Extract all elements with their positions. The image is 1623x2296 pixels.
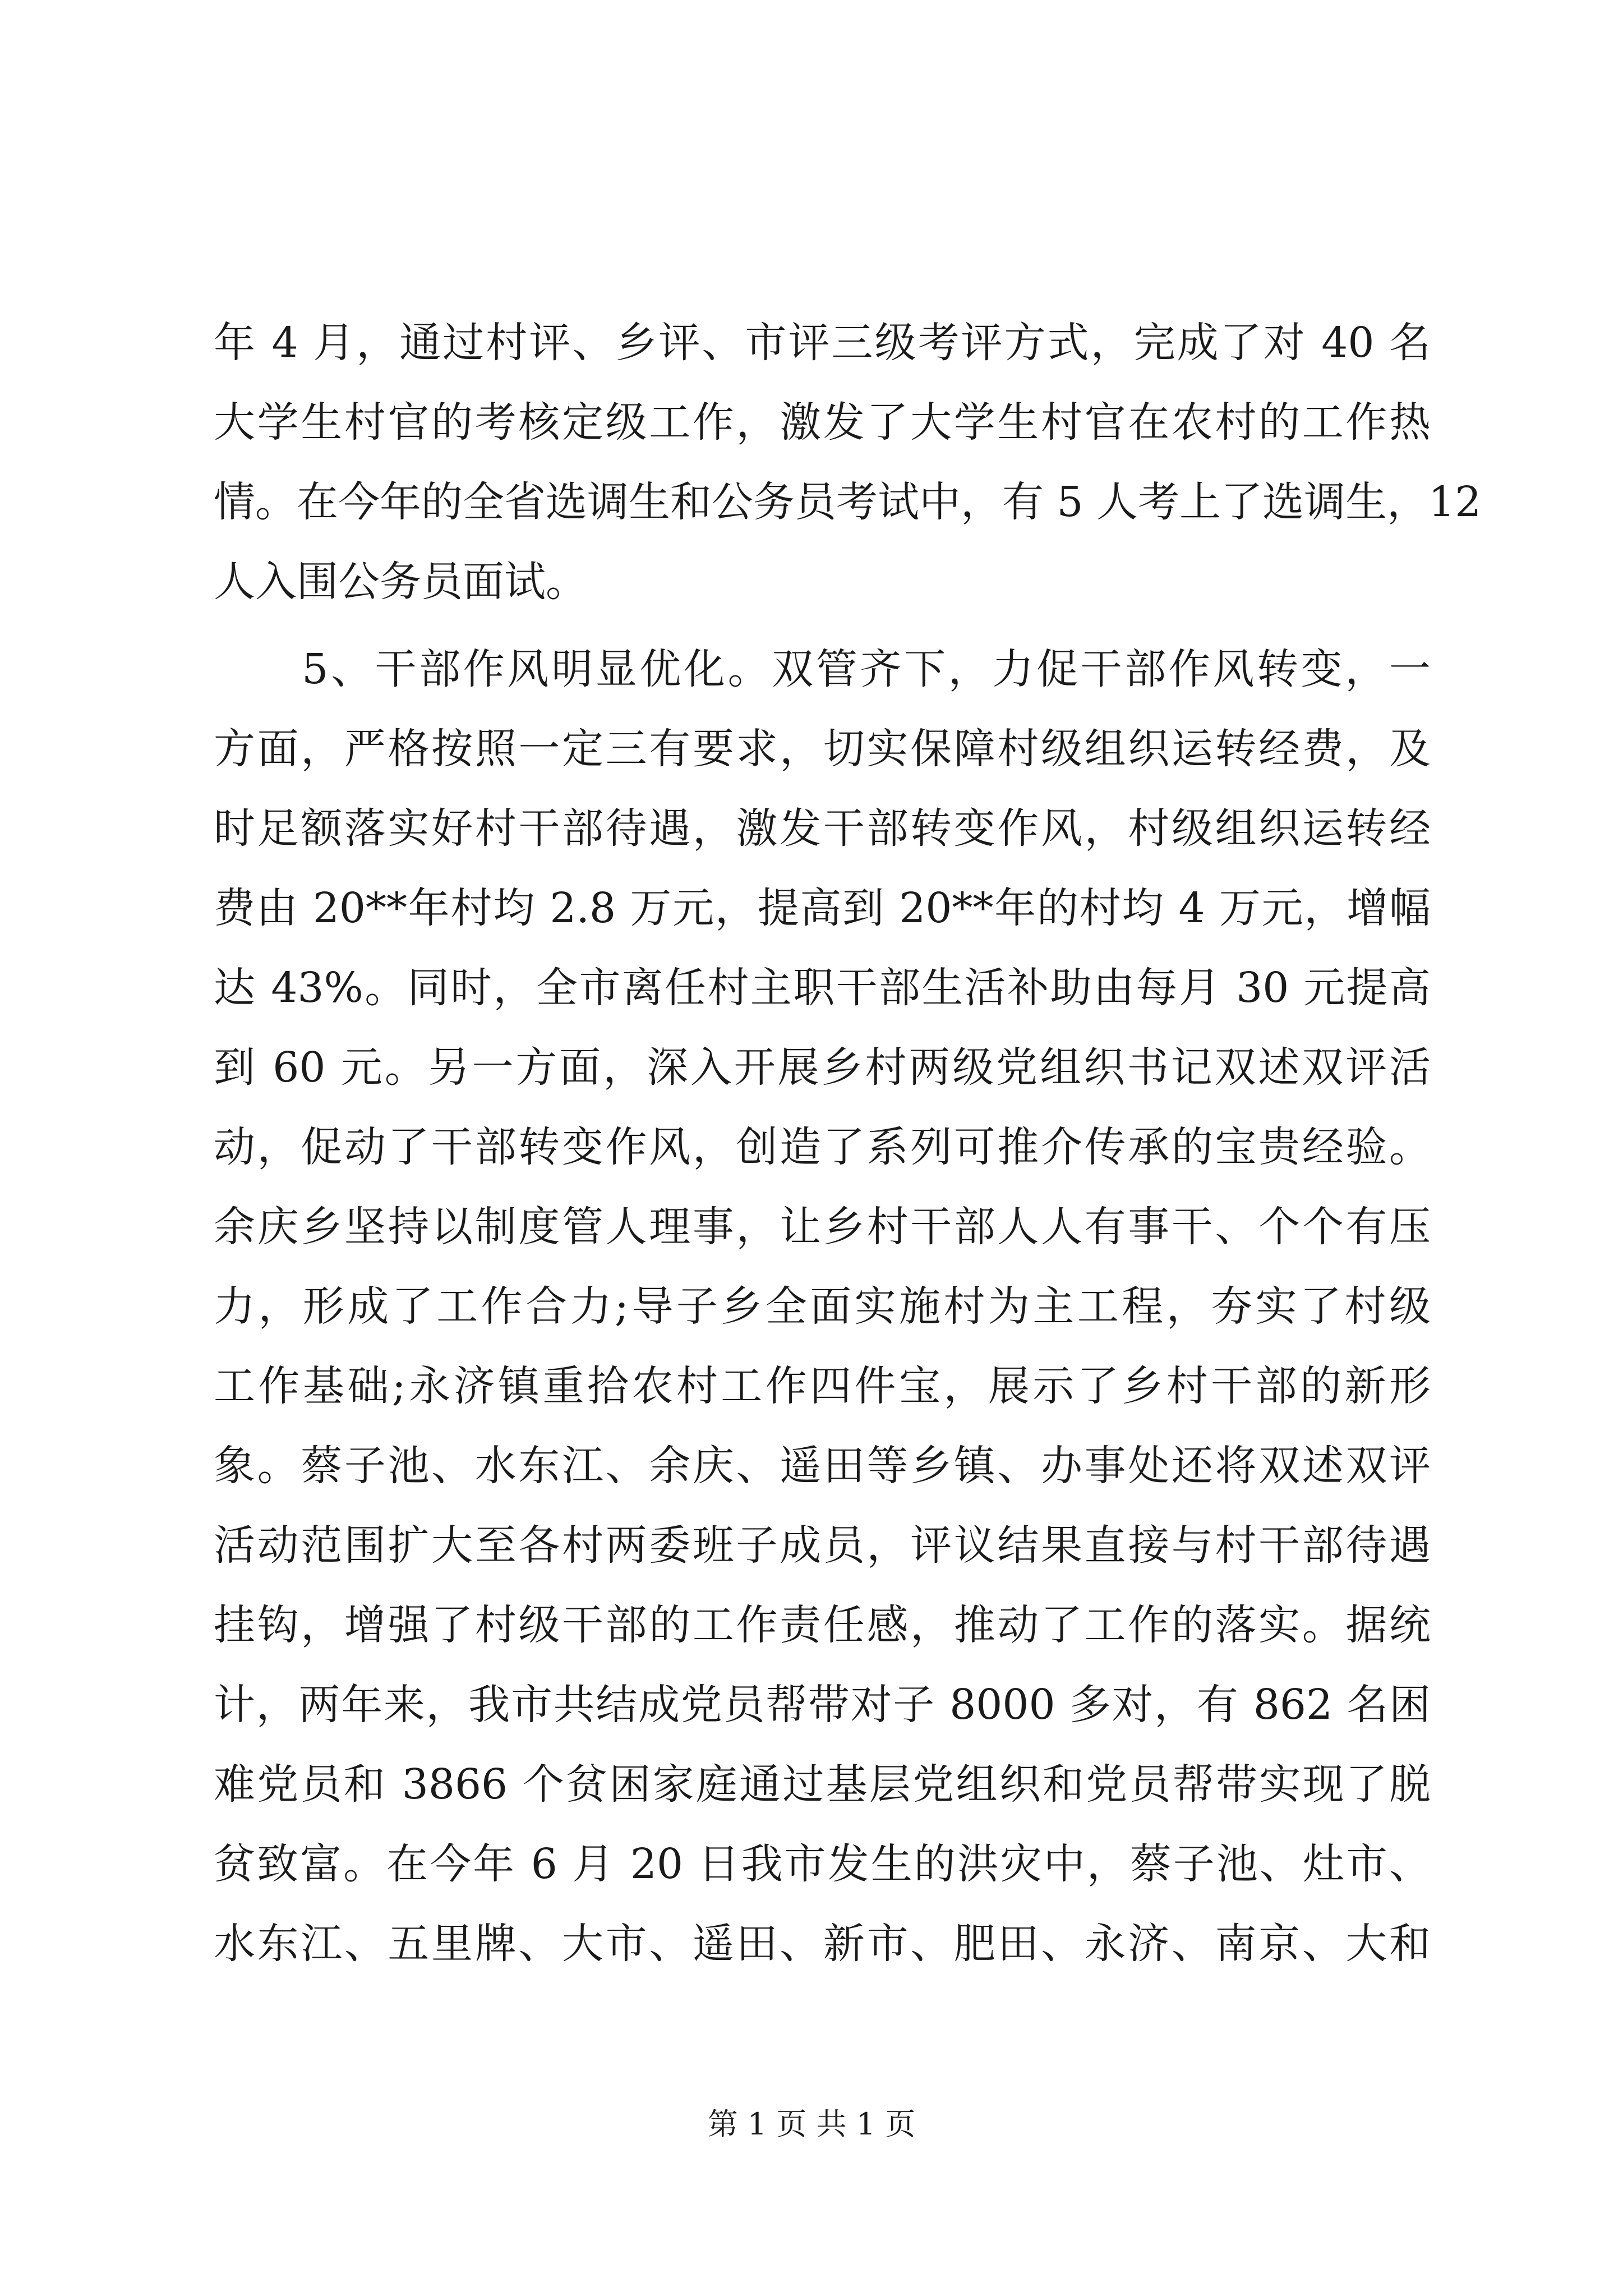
paragraph-1 (214, 303, 1482, 622)
text-line: 工作基础;永济镇重拾农村工作四件宝，展示了乡村干部的新形 (214, 1362, 1431, 1410)
text-line: 力，形成了工作合力;导子乡全面实施村为主工程，夯实了村级 (214, 1282, 1431, 1331)
text-line: 到 60 元。另一方面，深入开展乡村两级党组织书记双述双评活 (214, 1043, 1431, 1092)
text-line: 方面，严格按照一定三有要求，切实保障村级组织运转经费，及 (214, 725, 1431, 773)
text-line: 动，促动了干部转变作风，创造了系列可推介传承的宝贵经验。 (214, 1123, 1431, 1171)
paragraph-2 (214, 629, 1431, 1984)
text-line: 余庆乡坚持以制度管人理事，让乡村干部人人有事干、个个有压 (214, 1203, 1431, 1251)
text-line: 费由 20**年村均 2.8 万元，提高到 20**年的村均 4 万元，增幅 (214, 884, 1431, 932)
text-line: 达 43%。同时，全市离任村主职干部生活补助由每月 30 元提高 (214, 964, 1431, 1012)
text-line: 5、干部作风明显优化。双管齐下，力促干部作风转变，一 (214, 645, 1431, 693)
text-line: 年 4 月，通过村评、乡评、市评三级考评方式，完成了对 40 名 (214, 319, 1431, 367)
text-line: 象。蔡子池、水东江、余庆、遥田等乡镇、办事处还将双述双评 (214, 1442, 1431, 1490)
page-footer: 第 1 页 共 1 页 (707, 2106, 916, 2142)
text-line: 人入围公务员面试。 (214, 558, 587, 606)
text-line: 情。在今年的全省选调生和公务员考试中，有 5 人考上了选调生，12 (214, 478, 1482, 526)
text-line: 活动范围扩大至各村两委班子成员，评议结果直接与村干部待遇 (214, 1521, 1431, 1570)
text-line: 贫致富。在今年 6 月 20 日我市发生的洪灾中，蔡子池、灶市、 (214, 1840, 1431, 1888)
document-body (214, 303, 1482, 1984)
text-line: 时足额落实好村干部待遇，激发干部转变作风，村级组织运转经 (214, 804, 1431, 853)
text-line: 大学生村官的考核定级工作，激发了大学生村官在农村的工作热 (214, 398, 1431, 447)
text-line: 挂钩，增强了村级干部的工作责任感，推动了工作的落实。据统 (214, 1601, 1431, 1649)
text-line: 计，两年来，我市共结成党员帮带对子 8000 多对，有 862 名困 (214, 1681, 1431, 1729)
text-line: 难党员和 3866 个贫困家庭通过基层党组织和党员帮带实现了脱 (214, 1760, 1431, 1809)
paragraph-spacer (214, 622, 1431, 629)
text-line: 水东江、五里牌、大市、遥田、新市、肥田、永济、南京、大和 (214, 1920, 1431, 1968)
